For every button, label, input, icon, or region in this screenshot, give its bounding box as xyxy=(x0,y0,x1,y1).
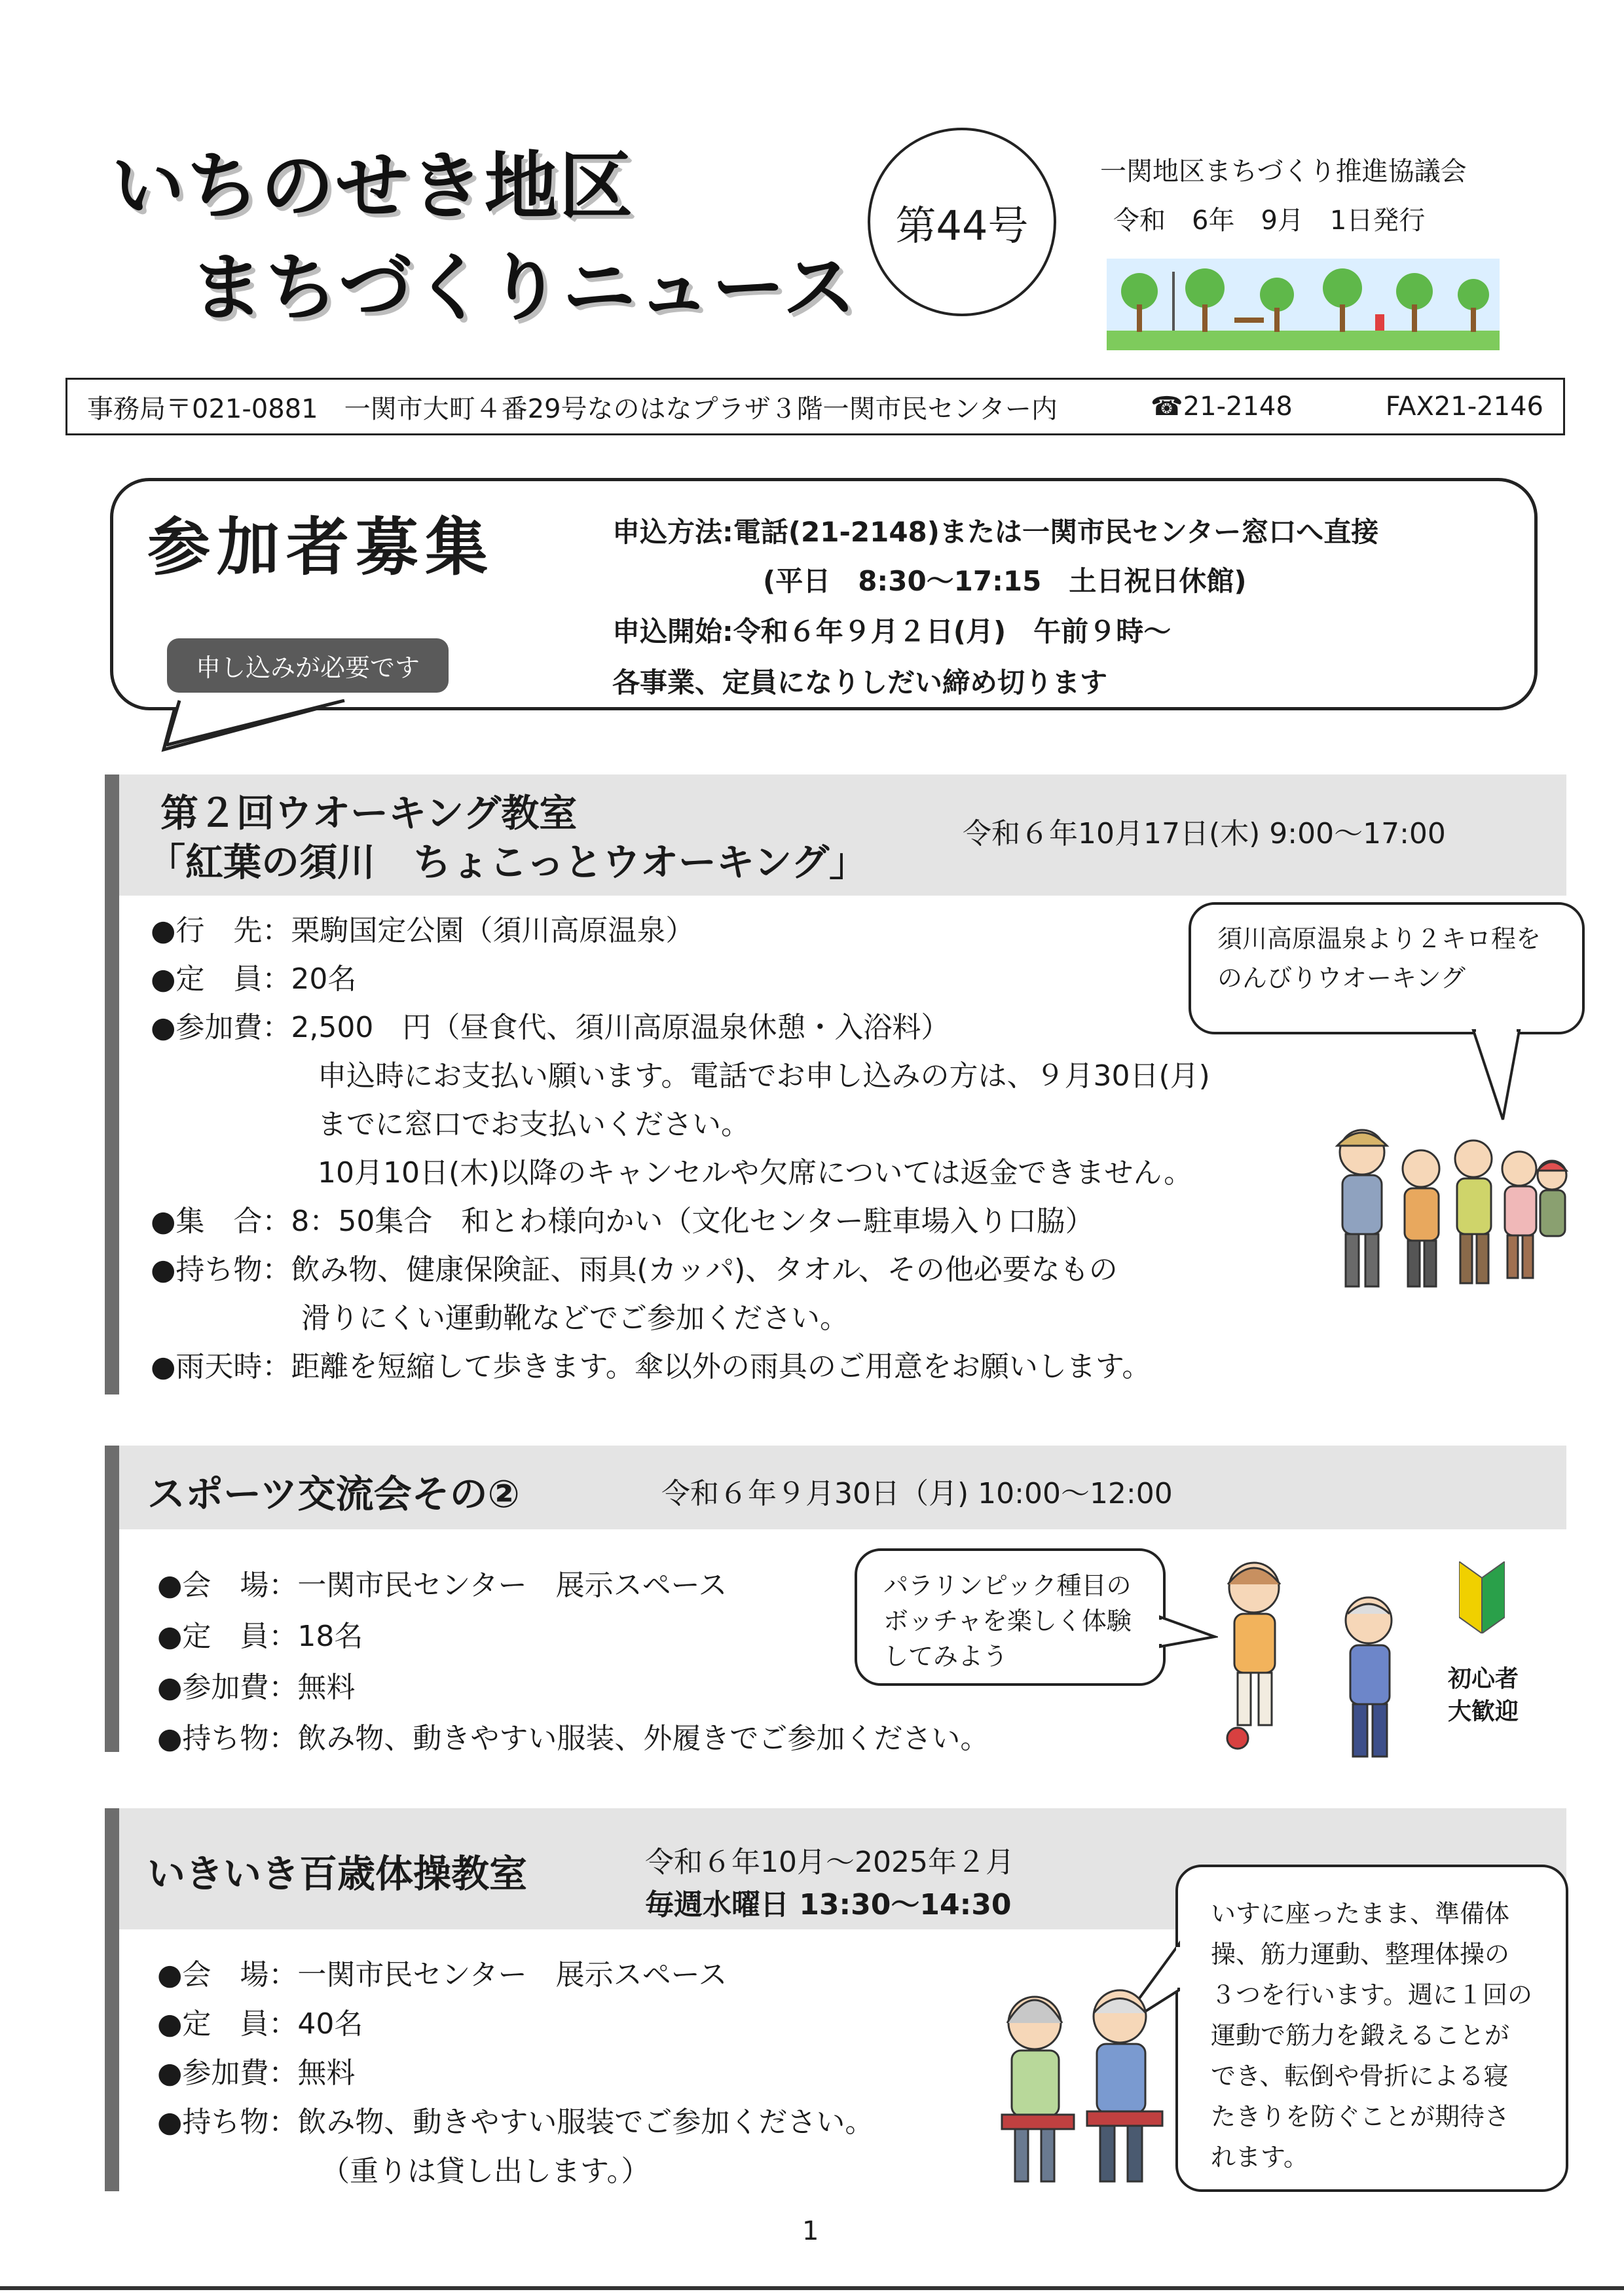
section1-capacity: ●定 員：20名 xyxy=(151,962,357,996)
bottom-edge-line xyxy=(0,2286,1624,2290)
section1-title: 第２回ウオーキング教室 xyxy=(160,791,578,835)
section2-speech-bubble xyxy=(855,1548,1166,1686)
section3-fee: ●参加費：無料 xyxy=(157,2056,356,2090)
seated-seniors-illustration xyxy=(976,1977,1192,2187)
section1-fee: ●参加費：2,500 円（昼食代、須川高原温泉休憩・入浴料） xyxy=(151,1011,950,1044)
recruit-bubble-tail-cover xyxy=(151,699,373,752)
park-illustration xyxy=(1107,259,1500,350)
section1-meeting: ●集 合：8：50集合 和とわ様向かい（文化センター駐車場入り口脇） xyxy=(151,1205,1094,1238)
section1-destination: ●行 先：栗駒国定公園（須川高原温泉） xyxy=(151,914,695,947)
section3-belongings: ●持ち物：飲み物、動きやすい服装でご参加ください。 xyxy=(157,2105,874,2139)
section3-title: いきいき百歳体操教室 xyxy=(147,1851,528,1896)
section1-belongings: ●持ち物：飲み物、健康保険証、雨具(カッパ)、タオル、その他必要なもの xyxy=(151,1253,1118,1286)
section2-bubble-text: パラリンピック種目のボッチャを楽しく体験してみよう xyxy=(883,1571,1132,1671)
section3-weights-note: （重りは貸し出します。） xyxy=(321,2155,650,2188)
publish-date: 令和 6年 9月 1日発行 xyxy=(1113,206,1426,236)
newsletter-title-line2: まちづくりニュース xyxy=(190,246,858,331)
section2-venue: ●会 場：一関市民センター 展示スペース xyxy=(157,1569,728,1602)
publisher-name: 一関地区まちづくり推進協議会 xyxy=(1100,156,1467,187)
issue-number-circle xyxy=(868,128,1056,316)
fax-number: FAX21-2146 xyxy=(1385,392,1543,422)
beginner-welcome-line2: 大歓迎 xyxy=(1447,1698,1519,1725)
section3-date-range: 令和６年10月～2025年２月 xyxy=(645,1846,1014,1879)
section2-title: スポーツ交流会その② xyxy=(147,1472,520,1516)
application-method: 申込方法:電話(21-2148)または一関市民センター窓口へ直接 xyxy=(612,516,1379,548)
page-number: 1 xyxy=(802,2216,819,2246)
hikers-illustration xyxy=(1323,1113,1572,1309)
section1-bubble-tail xyxy=(1467,1028,1539,1126)
registration-required-badge: 申し込みが必要です xyxy=(167,638,449,693)
section3-schedule: 毎週水曜日 13:30～14:30 xyxy=(645,1888,1012,1922)
section3-speech-bubble xyxy=(1175,1865,1568,2192)
beginner-welcome-text xyxy=(1444,1663,1522,1728)
section1-sideline xyxy=(105,896,119,1394)
section1-fee-note2: までに窓口でお支払いください。 xyxy=(318,1108,750,1141)
phone-number: ☎21-2148 xyxy=(1150,392,1293,422)
section2-date: 令和６年９月30日（月) 10:00～12:00 xyxy=(661,1477,1173,1510)
section3-bubble-text: いすに座ったまま、準備体操、筋力運動、整理体操の３つを行います。週に１回の運動で筋力を鍛えることができ、転倒や骨折による寝たきりを防ぐことが期待されます。 xyxy=(1211,1899,1532,2172)
section2-capacity: ●定 員：18名 xyxy=(157,1620,363,1653)
section1-speech-bubble xyxy=(1189,902,1585,1034)
application-start: 申込開始:令和６年９月２日(月) 午前９時～ xyxy=(612,615,1172,647)
recruit-heading: 参加者募集 xyxy=(147,511,494,584)
newsletter-title-line1: いちのせき地区 xyxy=(111,144,634,229)
section1-rain: ●雨天時：距離を短縮して歩きます。傘以外の雨具のご用意をお願いします。 xyxy=(151,1350,1151,1383)
section2-sideline xyxy=(105,1529,119,1752)
section1-bubble-text: 須川高原温泉より２キロ程をのんびりウオーキング xyxy=(1217,924,1541,993)
boccia-players-illustration xyxy=(1198,1548,1434,1764)
section1-cancel-note: 10月10日(木)以降のキャンセルや欠席については返金できません。 xyxy=(318,1156,1193,1190)
beginner-welcome-line1: 初心者 xyxy=(1447,1666,1519,1692)
office-address: 事務局〒021-0881 一関市大町４番29号なのはなプラザ３階一関市民センター内 xyxy=(87,393,1058,424)
section3-venue: ●会 場：一関市民センター 展示スペース xyxy=(157,1958,728,1992)
office-hours: (平日 8:30～17:15 土日祝日休館) xyxy=(763,565,1247,597)
section1-belongings-note: 滑りにくい運動靴などでご参加ください。 xyxy=(301,1302,849,1335)
section3-capacity: ●定 員：40名 xyxy=(157,2007,363,2041)
section1-fee-note1: 申込時にお支払い願います。電話でお申し込みの方は、９月30日(月) xyxy=(318,1059,1210,1093)
section2-belongings: ●持ち物：飲み物、動きやすい服装、外履きでご参加ください。 xyxy=(157,1722,989,1755)
section1-date: 令和６年10月17日(木) 9:00～17:00 xyxy=(963,817,1446,850)
beginner-mark-icon xyxy=(1459,1561,1505,1633)
section3-sideline xyxy=(105,1929,119,2191)
section2-fee: ●参加費：無料 xyxy=(157,1671,356,1704)
contact-bar xyxy=(65,378,1565,435)
deadline-note: 各事業、定員になりしだい締め切ります xyxy=(612,666,1108,699)
issue-number: 第44号 xyxy=(895,201,1029,249)
section1-subtitle: 「紅葉の須川 ちょこっとウオーキング」 xyxy=(147,840,868,884)
